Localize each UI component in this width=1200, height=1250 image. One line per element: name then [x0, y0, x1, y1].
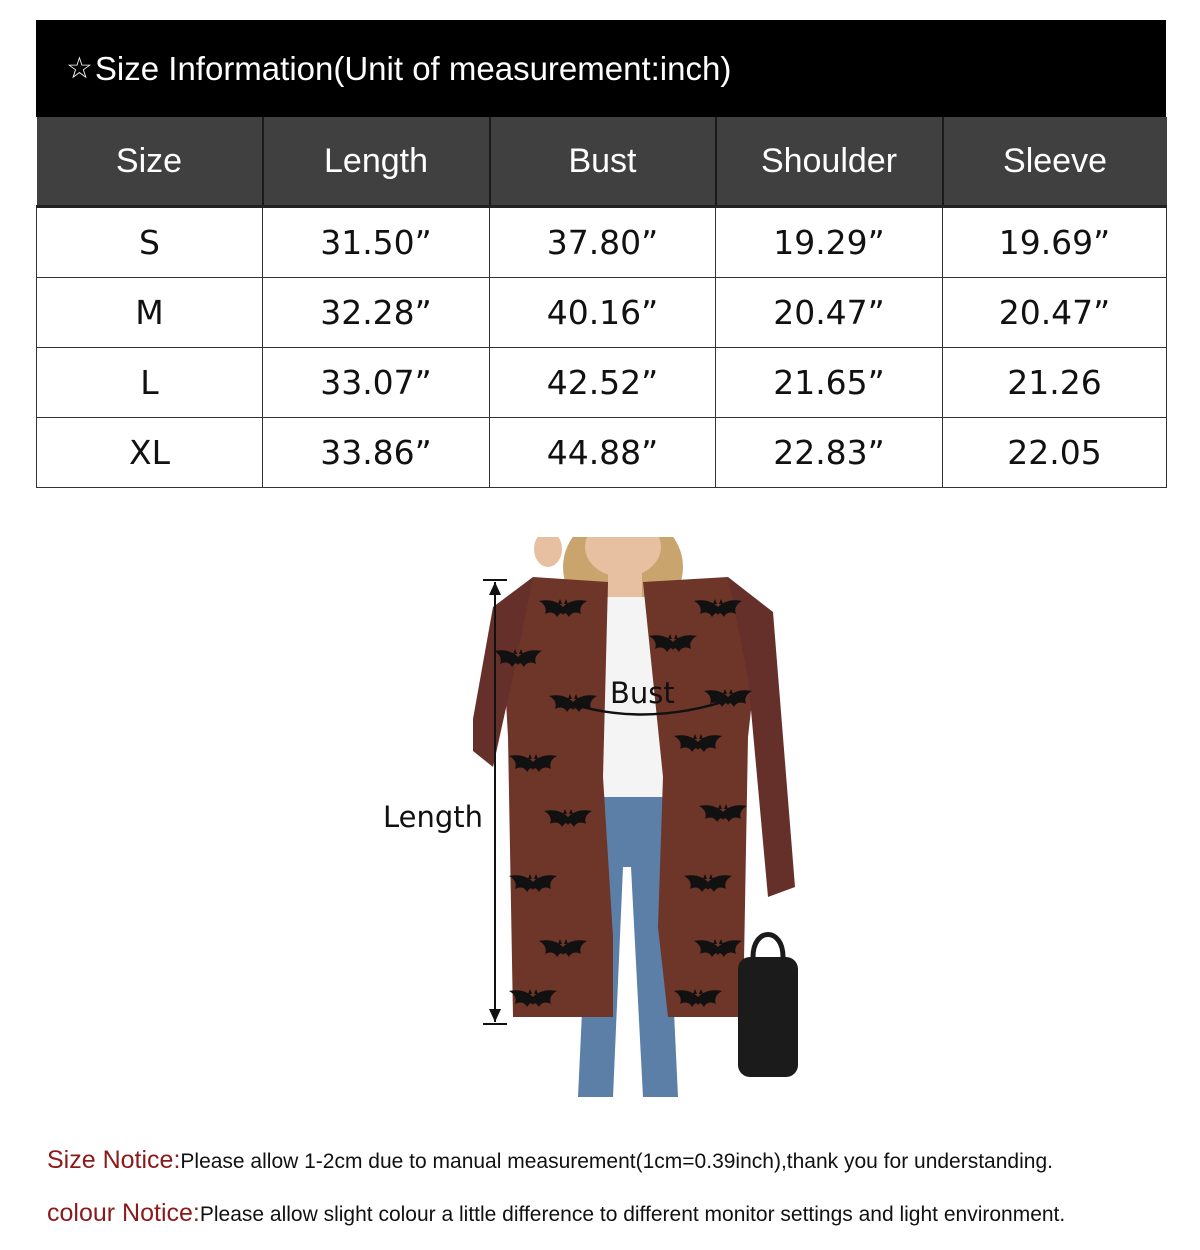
length-label: Length	[383, 800, 484, 834]
table-cell: 22.83”	[716, 418, 943, 488]
table-cell: M	[37, 278, 263, 348]
size-info-title-bar	[36, 20, 1166, 117]
table-row	[37, 207, 1167, 278]
colour-notice-text: Please allow slight colour a little difference to different monitor settings and light environment.	[199, 1203, 1066, 1226]
table-cell: 42.52”	[490, 348, 716, 418]
size-notice-lead: Size Notice:	[47, 1146, 181, 1174]
size-table	[36, 117, 1167, 488]
table-cell: 40.16”	[490, 278, 716, 348]
cardigan-illustration	[473, 537, 803, 1097]
column-header-size: Size	[37, 117, 263, 207]
column-header-length: Length	[263, 117, 490, 207]
table-cell: 20.47”	[716, 278, 943, 348]
table-cell: 44.88”	[490, 418, 716, 488]
table-row	[37, 418, 1167, 488]
size-info-title: Size Information(Unit of measurement:inch)	[94, 49, 732, 87]
column-header-sleeve: Sleeve	[943, 117, 1167, 207]
model-figure	[473, 537, 803, 1097]
column-header-shoulder: Shoulder	[716, 117, 943, 207]
colour-notice	[47, 1199, 1065, 1228]
table-cell: 20.47”	[943, 278, 1167, 348]
table-cell: 37.80”	[490, 207, 716, 278]
table-cell: S	[37, 207, 263, 278]
star-icon: ☆	[66, 51, 93, 86]
table-cell: 21.65”	[716, 348, 943, 418]
table-cell: 19.69”	[943, 207, 1167, 278]
column-header-bust: Bust	[490, 117, 716, 207]
table-cell: 21.26	[943, 348, 1167, 418]
table-cell: 22.05	[943, 418, 1167, 488]
table-row	[37, 278, 1167, 348]
size-notice	[47, 1146, 1053, 1175]
table-cell: 32.28”	[263, 278, 490, 348]
table-row	[37, 348, 1167, 418]
table-cell: 33.07”	[263, 348, 490, 418]
table-cell: XL	[37, 418, 263, 488]
size-notice-text: Please allow 1-2cm due to manual measurement(1cm=0.39inch),thank you for understanding.	[180, 1150, 1053, 1173]
table-cell: 31.50”	[263, 207, 490, 278]
colour-notice-lead: colour Notice:	[47, 1199, 200, 1227]
table-cell: 19.29”	[716, 207, 943, 278]
bust-label: Bust	[610, 676, 675, 710]
table-header-row	[37, 117, 1167, 207]
table-cell: L	[37, 348, 263, 418]
table-cell: 33.86”	[263, 418, 490, 488]
